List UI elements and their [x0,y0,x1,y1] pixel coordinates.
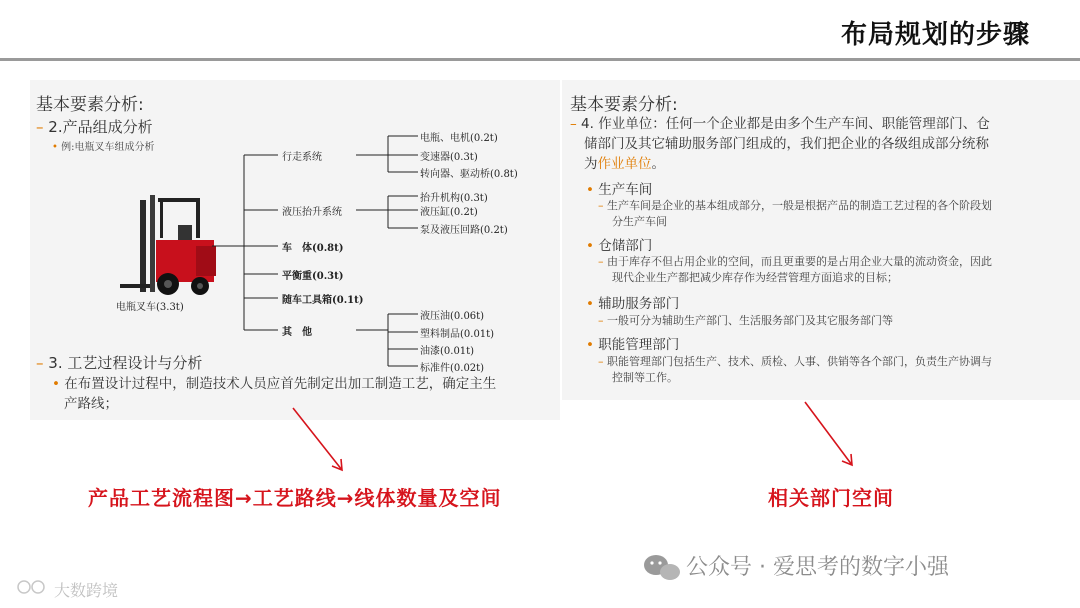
page-title: 布局规划的步骤 [840,20,1030,50]
item3-label: – 3. 工艺过程设计与分析 [36,354,203,372]
right-heading: 基本要素分析: [570,95,678,115]
section-detail: – 由于库存不但占用企业的空间，而且更重要的是占用企业大量的流动资金，因此 现代企业生产都把减少库存作为经营管理方面追求的目标； [598,255,992,284]
tree-leaf: 变速器(0.3t) [420,152,478,163]
tree-leaf: 电瓶、电机(0.2t) [420,133,498,144]
tree-leaf: 抬升机构(0.3t) [420,193,488,204]
section-title: • 辅助服务部门 [586,296,680,312]
item2-label: – 2.产品组成分析 [36,118,153,136]
corner-mark: 大数跨境 [54,581,119,600]
tree-branch-body: 车 体(0.8t) [282,243,344,254]
section-detail: – 一般可分为辅助生产部门、生活服务部门及其它服务部门等 [598,314,893,327]
tree-leaf: 液压缸(0.2t) [420,207,478,218]
section-title: • 职能管理部门 [586,337,680,353]
item3-text: • 在布置设计过程中，制造技术人员应首先制定出加工制造工艺，确定主生 产路线； [52,376,497,412]
tree-leaf: 液压油(0.06t) [420,311,485,322]
section-title: • 生产车间 [586,182,653,198]
section-detail: – 职能管理部门包括生产、技术、质检、人事、供销等各个部门，负责生产协调与 控制等工作。 [598,355,992,384]
tree-branch-hydraulic: 液压抬升系统 [282,207,342,218]
tree-leaf: 塑料制品(0.01t) [420,329,495,340]
caption-left: 产品工艺流程图→工艺路线→线体数量及空间 [88,486,502,510]
work-unit-highlight: 作业单位 [597,156,652,172]
item4-text: – 4. 作业单位：任何一个企业都是由多个生产车间、职能管理部门、仓 储部门及其它辅助服务部门组成的，我们把企业的各级组成部分统称 为作业单位。 [570,116,990,172]
forklift-label: 电瓶叉车(3.3t) [116,302,184,313]
tree-leaf: 标准件(0.02t) [420,363,485,374]
tree-branch-walking: 行走系统 [282,152,322,163]
left-heading: 基本要素分析: [36,95,144,115]
caption-right: 相关部门空间 [768,486,894,510]
tree-leaf: 泵及液压回路(0.2t) [420,225,508,236]
tree-branch-counterweight: 平衡重(0.3t) [282,271,344,282]
section-detail: – 生产车间是企业的基本组成部分，一般是根据产品的制造工艺过程的各个阶段划 分生产车间 [598,199,992,228]
item2-example: • 例:电瓶叉车组成分析 [52,142,155,153]
tree-leaf: 转向器、驱动桥(0.8t) [420,169,518,180]
watermark-text: 公众号 · 爱思考的数字小强 [686,555,949,580]
section-title: • 仓储部门 [586,238,653,254]
tree-branch-toolbox: 随车工具箱(0.1t) [282,295,364,306]
tree-leaf: 油漆(0.01t) [420,346,475,357]
tree-branch-other: 其 他 [282,327,312,338]
